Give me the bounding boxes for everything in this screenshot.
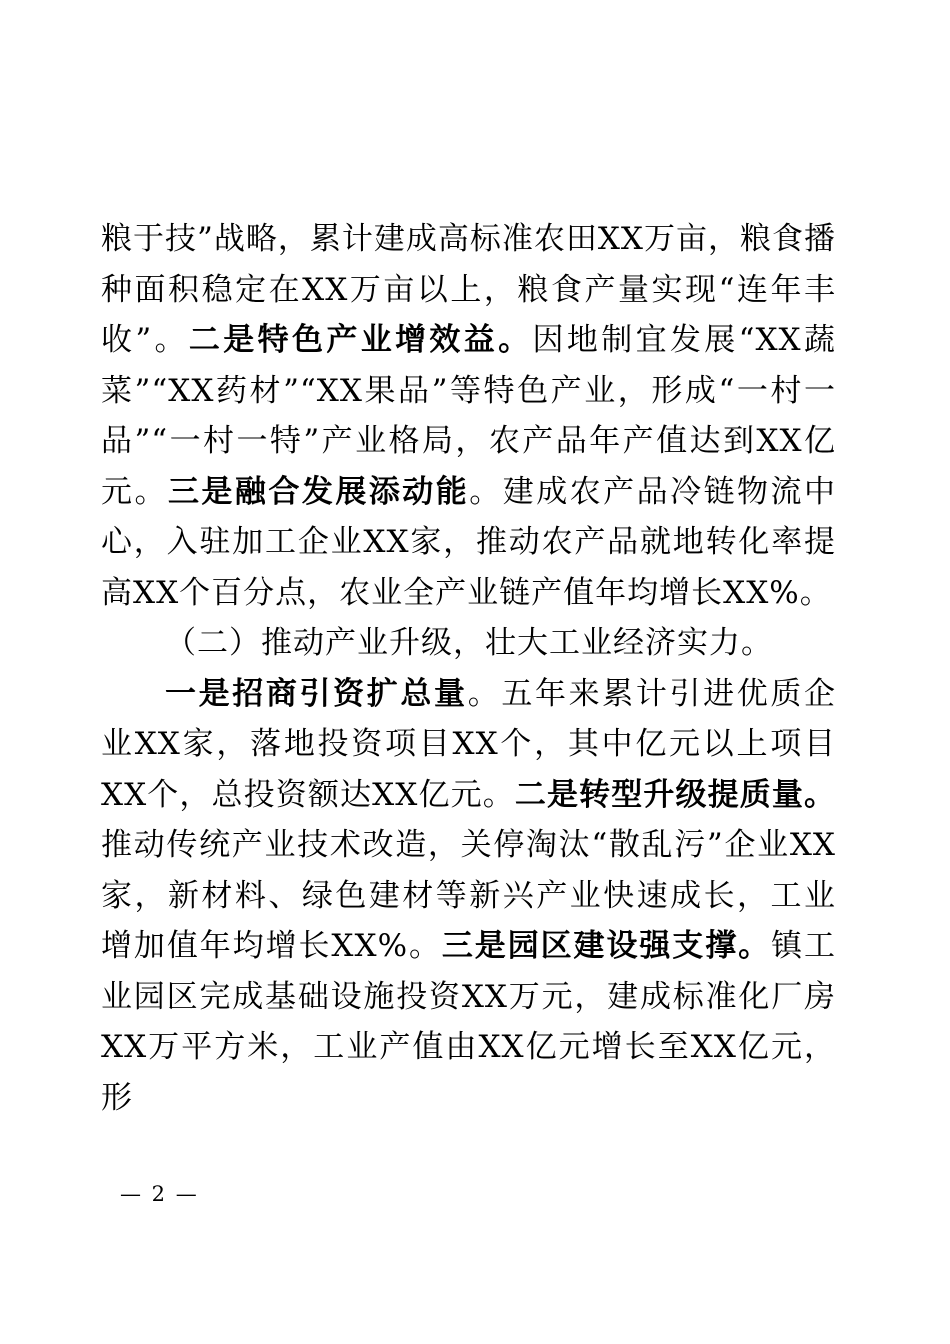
subheading-integration: 三是融合发展添动能: [167, 473, 470, 510]
subheading-upgrade: 二是转型升级提质量。: [514, 776, 837, 813]
text-run: 镇工业园区完成基础设施投资XX万元，建成标准化厂房XX万平方米，工业产值由XX亿元增长至XX亿元，形: [101, 928, 836, 1116]
page-number: — 2 —: [120, 1182, 199, 1206]
section-heading-industry: （二）推动产业升级，壮大工业经济实力。: [165, 625, 773, 661]
paragraph-agriculture: [101, 214, 836, 618]
body-text: [101, 214, 836, 1123]
text-run: 粮于技”战略，累计建成高标准农田XX万亩，粮食播种面积稳定在XX万亩以上，粮食产量实现“连年丰收”。: [101, 221, 836, 358]
text-run: 。建成农产品冷链物流中心，入驻加工企业XX家，推动农产品就地转化率提高XX个百分点，农业全产业链产值年均增长XX%。: [101, 473, 837, 611]
text-run: 推动传统产业技术改造，关停淘汰“散乱污”企业XX家，新材料、绿色建材等新兴产业快速成长，工业增加值年均增长XX%。: [101, 827, 836, 964]
text-run: 。五年来累计引进优质企业XX家，落地投资项目XX个，其中亿元以上项目XX个，总投资额达XX亿元。: [101, 675, 837, 813]
subheading-park: 三是园区建设强支撑。: [441, 928, 772, 964]
subheading-investment: 一是招商引资扩总量: [165, 675, 468, 712]
paragraph-industry: [101, 669, 836, 1124]
text-run: 因地制宜发展“XX蔬菜”“XX药材”“XX果品”等特色产业，形成“一村一品”“一村一特”产业格局，农产品年产值达到XX亿元。: [101, 322, 836, 510]
subheading-characteristic-industry: 二是特色产业增效益。: [188, 322, 533, 358]
